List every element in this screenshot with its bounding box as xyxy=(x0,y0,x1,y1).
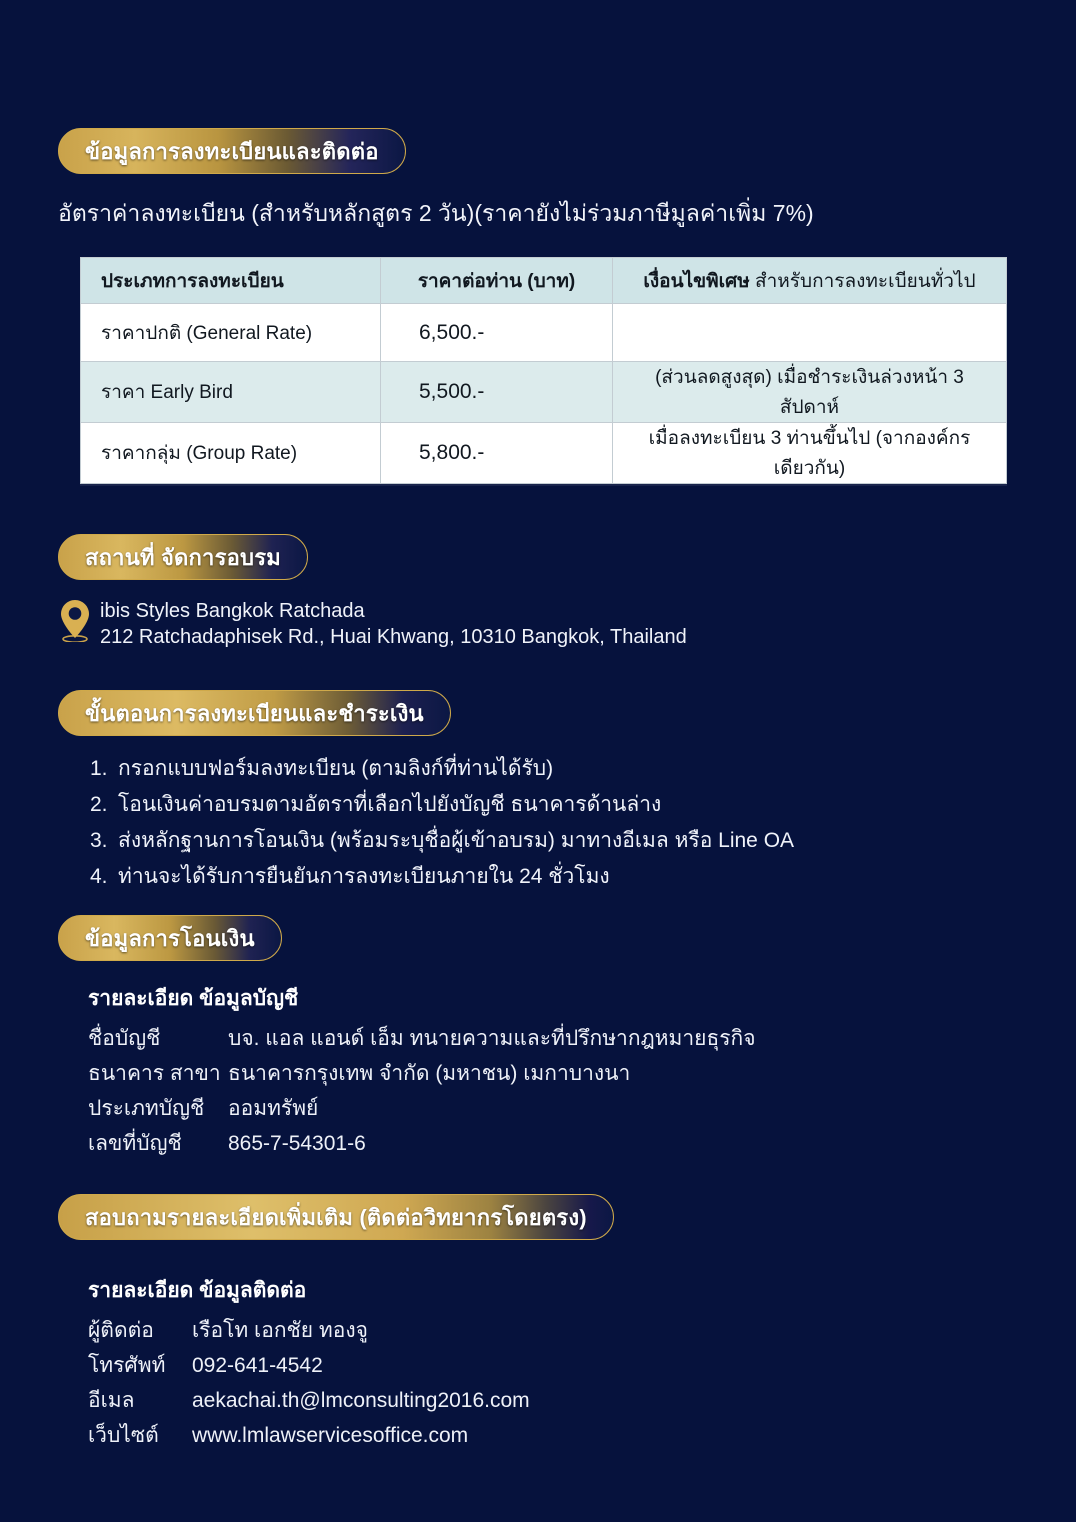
venue-address: 212 Ratchadaphisek Rd., Huai Khwang, 10310 Bangkok, Thailand xyxy=(100,626,687,648)
badge-registration-steps: ขั้นตอนการลงทะเบียนและชำระเงิน xyxy=(58,690,451,736)
step-text: ส่งหลักฐานการโอนเงิน (พร้อมระบุชื่อผู้เข้าอบรม) มาทางอีเมล หรือ Line OA xyxy=(118,829,795,852)
bank-field-label: เลขที่บัญชี xyxy=(88,1132,182,1155)
table-row xyxy=(81,362,1007,423)
venue-block xyxy=(58,598,687,650)
bank-field-value: บจ. แอล แอนด์ เอ็ม ทนายความและที่ปรึกษากฎหมายธุรกิจ xyxy=(228,1027,756,1050)
contact-field-label: เว็บไซต์ xyxy=(88,1424,159,1447)
rate-price-cell: 5,500.- xyxy=(381,362,613,423)
bank-account-info xyxy=(88,982,756,1161)
list-item xyxy=(90,823,794,859)
contact-field-value: เรือโท เอกชัย ทองจู xyxy=(192,1319,368,1342)
contact-field-row xyxy=(88,1383,530,1418)
list-item xyxy=(90,787,794,823)
contact-phone-value[interactable]: 092-641-4542 xyxy=(192,1354,323,1377)
table-header-condition-thin: สำหรับการลงทะเบียนทั่วไป xyxy=(749,270,976,292)
bank-field-row xyxy=(88,1056,756,1091)
registration-steps-list xyxy=(90,751,794,895)
rate-type-cell: ราคา Early Bird xyxy=(81,362,381,423)
rate-type-cell: ราคากลุ่ม (Group Rate) xyxy=(81,423,381,484)
step-number: 2. xyxy=(90,793,108,816)
rate-type-cell: ราคาปกติ (General Rate) xyxy=(81,304,381,362)
rate-condition-cell xyxy=(613,304,1007,362)
step-text: โอนเงินค่าอบรมตามอัตราที่เลือกไปยังบัญชี ธนาคารด้านล่าง xyxy=(118,793,662,816)
bank-field-label: ประเภทบัญชี xyxy=(88,1097,205,1120)
step-text: กรอกแบบฟอร์มลงทะเบียน (ตามลิงก์ที่ท่านได้รับ) xyxy=(118,757,554,780)
badge-venue: สถานที่ จัดการอบรม xyxy=(58,534,308,580)
table-header-condition-bold: เงื่อนไขพิเศษ xyxy=(643,270,750,292)
step-number: 3. xyxy=(90,829,108,852)
registration-rate-table xyxy=(80,257,1007,484)
table-header-condition xyxy=(613,258,1007,304)
registration-rate-intro: อัตราค่าลงทะเบียน (สำหรับหลักสูตร 2 วัน)(ราคายังไม่ร่วมภาษีมูลค่าเพิ่ม 7%) xyxy=(58,200,814,226)
rate-condition-cell: (ส่วนลดสูงสุด) เมื่อชำระเงินล่วงหน้า 3 สัปดาห์ xyxy=(613,362,1007,423)
bank-field-row xyxy=(88,1021,756,1056)
contact-field-label: อีเมล xyxy=(88,1389,135,1412)
contact-field-row xyxy=(88,1313,530,1348)
table-header-row xyxy=(81,258,1007,304)
contact-field-row xyxy=(88,1348,530,1383)
table-row xyxy=(81,304,1007,362)
bank-field-row xyxy=(88,1091,756,1126)
venue-name: ibis Styles Bangkok Ratchada xyxy=(100,600,365,622)
contact-info xyxy=(88,1274,530,1453)
list-item xyxy=(90,751,794,787)
bank-field-value: ธนาคารกรุงเทพ จำกัด (มหาชน) เมกาบางนา xyxy=(228,1062,631,1085)
table-header-type: ประเภทการลงทะเบียน xyxy=(81,258,381,304)
contact-field-row xyxy=(88,1418,530,1453)
badge-contact-info: สอบถามรายละเอียดเพิ่มเติม (ติดต่อวิทยากรโดยตรง) xyxy=(58,1194,614,1240)
contact-website-value[interactable]: www.lmlawservicesoffice.com xyxy=(192,1424,469,1447)
bank-field-value: 865-7-54301-6 xyxy=(228,1132,366,1155)
bank-field-label: ธนาคาร สาขา xyxy=(88,1062,221,1085)
bank-info-title: รายละเอียด ข้อมูลบัญชี xyxy=(88,987,299,1010)
rate-condition-cell: เมื่อลงทะเบียน 3 ท่านขึ้นไป (จากองค์กรเดียวกัน) xyxy=(613,423,1007,484)
bank-field-value: ออมทรัพย์ xyxy=(228,1097,319,1120)
contact-info-title: รายละเอียด ข้อมูลติดต่อ xyxy=(88,1279,307,1302)
rate-price-cell: 5,800.- xyxy=(381,423,613,484)
location-pin-icon xyxy=(58,598,92,642)
badge-transfer-info: ข้อมูลการโอนเงิน xyxy=(58,915,282,961)
step-number: 4. xyxy=(90,865,108,888)
contact-email-value[interactable]: aekachai.th@lmconsulting2016.com xyxy=(192,1389,530,1412)
contact-field-label: ผู้ติดต่อ xyxy=(88,1319,154,1342)
list-item xyxy=(90,859,794,895)
table-header-price: ราคาต่อท่าน (บาท) xyxy=(381,258,613,304)
bank-field-row xyxy=(88,1126,756,1161)
rate-price-cell: 6,500.- xyxy=(381,304,613,362)
badge-registration-info: ข้อมูลการลงทะเบียนและติดต่อ xyxy=(58,128,406,174)
contact-field-label: โทรศัพท์ xyxy=(88,1354,166,1377)
step-text: ท่านจะได้รับการยืนยันการลงทะเบียนภายใน 24 ชั่วโมง xyxy=(118,865,610,888)
bank-field-label: ชื่อบัญชี xyxy=(88,1027,161,1050)
table-row xyxy=(81,423,1007,484)
step-number: 1. xyxy=(90,757,108,780)
